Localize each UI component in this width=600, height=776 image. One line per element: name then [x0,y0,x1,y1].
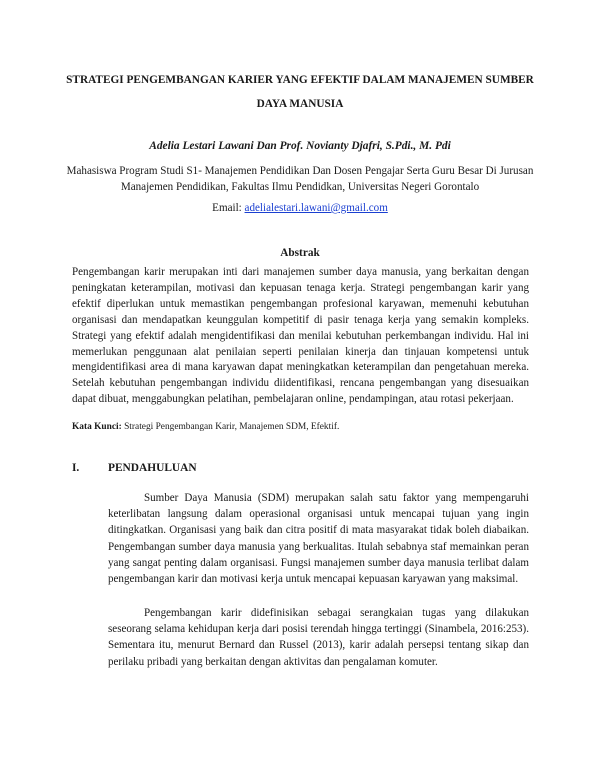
keywords-line [72,420,529,434]
email-link[interactable]: adelialestari.lawani@gmail.com [244,202,388,214]
section-number: I. [72,462,80,474]
paper-authors: Adelia Lestari Lawani Dan Prof. Novianty Djafri, S.Pdi., M. Pdi [149,140,451,152]
author-affiliation: Mahasiswa Program Studi S1- Manajemen Pendidikan Dan Dosen Pengajar Serta Guru Besar Di Jurusan Manajemen Pendidikan, Fakultas Ilmu Pendidkan, Universitas Negeri Gorontalo [66,165,534,193]
abstract-heading: Abstrak [280,247,320,259]
intro-paragraph-1: Sumber Daya Manusia (SDM) merupakan salah satu faktor yang mempengaruhi keterlibatan langsung dalam operasional organisasi untuk mencapai tujuan yang ingin ditingkatkan. Organisasi yang baik dan citra positif di mata masyarakat tidak boleh diabaikan. Pengembangan sumber daya manusia yang berkualitas. Itulah sebabnya staf memainkan peran yang sangat penting dalam organisasi. Fungsi manajemen sumber daya manusia terlibat dalam pengembangan karir dan motivasi kerja untuk mencapai kepuasan karyawan yang maksimal. [108,492,529,586]
keywords-text: Strategi Pengembangan Karir, Manajemen SDM, Efektif. [124,422,340,432]
keywords-label: Kata Kunci: [72,422,122,432]
abstract-body: Pengembangan karir merupakan inti dari manajemen sumber daya manusia, yang berkaitan dengan peningkatan keterampilan, motivasi dan kepuasan tenaga kerja. Strategi pengembangan karir yang efektif diperlukan untuk memastikan pengembangan profesional karyawan, memenuhi kebutuhan organisasi dan mendapatkan keunggulan kompetitif di pasir tenaga kerja yang semakin kompleks. Strategi yang efektif adalah mengidentifikasi dan menilai kebutuhan perkembangan individu. Hal ini memerlukan penggunaan alat penilaian seperti penilaian kinerja dan tinjauan kompetensi untuk mengidentifikasi area di mana karyawan dapat meningkatkan keterampilan dan pengetahuan mereka. Setelah kebutuhan pengembangan individu diidentifikasi, rencana pengembangan yang disesuaikan dapat dibuat, menggabungkan pelatihan, pembelajaran online, pendampingan, atau rotasi pekerjaan. [72,266,529,406]
email-label: Email: [212,202,242,214]
email-line [40,200,560,216]
intro-paragraph-2: Pengembangan karir didefinisikan sebagai serangkaian tugas yang dilakukan seseorang selama kehidupan kerja dari posisi terendah hingga tertinggi (Sinambela, 2016:253). Sementara itu, menurut Bernard dan Russel (2013), karir adalah persepsi tentang sikap dan perilaku pribadi yang berkaitan dengan aktivitas dan pengalaman komuter. [108,607,529,668]
section-title: PENDAHULUAN [108,462,197,474]
paper-title: STRATEGI PENGEMBANGAN KARIER YANG EFEKTIF DALAM MANAJEMEN SUMBER DAYA MANUSIA [66,74,534,110]
